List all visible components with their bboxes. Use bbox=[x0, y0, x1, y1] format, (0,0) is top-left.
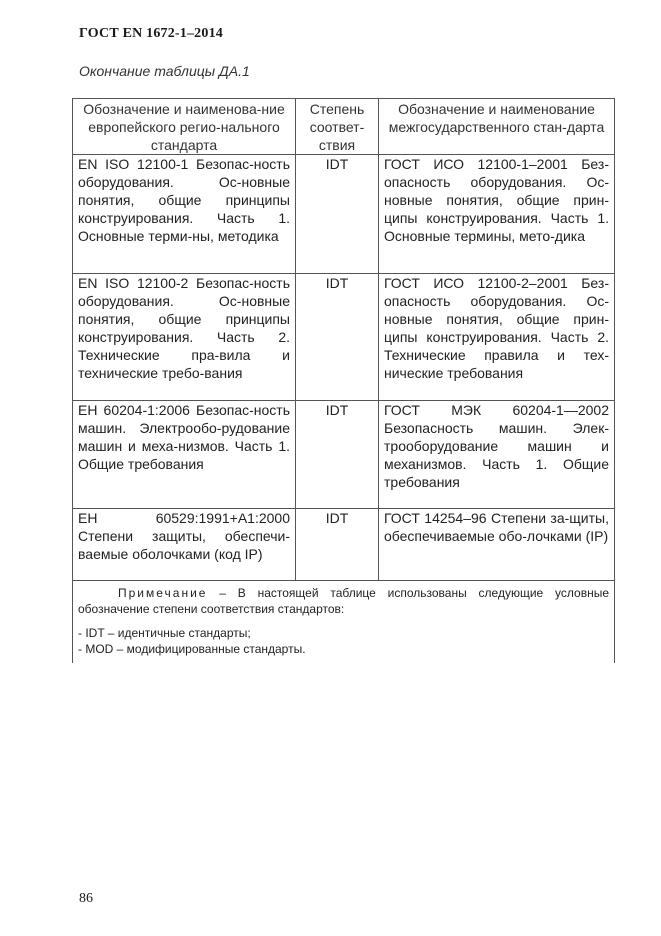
european-standard-cell: EN ISO 12100-1 Безопас-ность оборудования. Ос-новные понятия, общие принципы конструирования. Часть 1. Основные терми-ны, методика bbox=[73, 155, 296, 274]
european-standard-cell: ЕН 60204-1:2006 Безопас-ность машин. Электрообо-рудование машин и меха-низмов. Часть 1. Общие требования bbox=[73, 401, 296, 509]
european-standard-cell: ЕН 60529:1991+A1:2000 Степени защиты, обеспечи-ваемые оболочками (код IP) bbox=[73, 509, 296, 581]
table-caption: Окончание таблицы ДА.1 bbox=[79, 63, 250, 79]
header-european-standard: Обозначение и наименова-ние европейского регио-нального стандарта bbox=[73, 99, 296, 155]
table-row bbox=[73, 401, 615, 509]
note-item: - MOD – модифицированные стандарты. bbox=[78, 642, 306, 656]
european-standard-cell: EN ISO 12100-2 Безопас-ность оборудования. Ос-новные понятия, общие принципы конструирования. Часть 2. Технические пра-вила и технические требо-вания bbox=[73, 274, 296, 401]
note-intro-text: – В настоящей таблице использованы следующие условные обозначение степени соответствия стандартов: bbox=[78, 586, 609, 616]
table-note-row bbox=[73, 581, 615, 664]
note-label: Примечание bbox=[118, 586, 208, 600]
interstate-standard-cell: ГОСТ 14254–96 Степени за-щиты, обеспечиваемые обо-лочками (IP) bbox=[379, 509, 615, 581]
table-row bbox=[73, 274, 615, 401]
header-interstate-standard: Обозначение и наименование межгосударственного стан-дарта bbox=[379, 99, 615, 155]
interstate-standard-cell: ГОСТ ИСО 12100-2–2001 Без-опасность оборудования. Ос-новные понятия, общие прин-ципы конструирования. Часть 2. Технические правила и тех-нические требования bbox=[379, 274, 615, 401]
header-conformity-degree: Степень соответ-ствия bbox=[296, 99, 379, 155]
document-header: ГОСТ EN 1672-1–2014 bbox=[79, 26, 223, 41]
conformity-degree-cell: IDT bbox=[296, 274, 379, 401]
table-header-row bbox=[73, 99, 615, 155]
interstate-standard-cell: ГОСТ МЭК 60204-1—2002 Безопасность машин. Элек-трооборудование машин и механизмов. Часть 1. Общие требования bbox=[379, 401, 615, 509]
conformity-degree-cell: IDT bbox=[296, 401, 379, 509]
conformity-degree-cell: IDT bbox=[296, 509, 379, 581]
note-intro bbox=[78, 585, 609, 617]
conformity-degree-cell: IDT bbox=[296, 155, 379, 274]
interstate-standard-cell: ГОСТ ИСО 12100-1–2001 Без-опасность оборудования. Ос-новные понятия, общие прин-ципы конструирования. Часть 1. Основные термины, мето-дика bbox=[379, 155, 615, 274]
standards-correspondence-table bbox=[72, 98, 615, 663]
table-note bbox=[73, 581, 615, 664]
note-item: - IDT – идентичные стандарты; bbox=[78, 626, 251, 640]
page-number: 86 bbox=[79, 891, 93, 906]
table-row bbox=[73, 509, 615, 581]
table-row bbox=[73, 155, 615, 274]
